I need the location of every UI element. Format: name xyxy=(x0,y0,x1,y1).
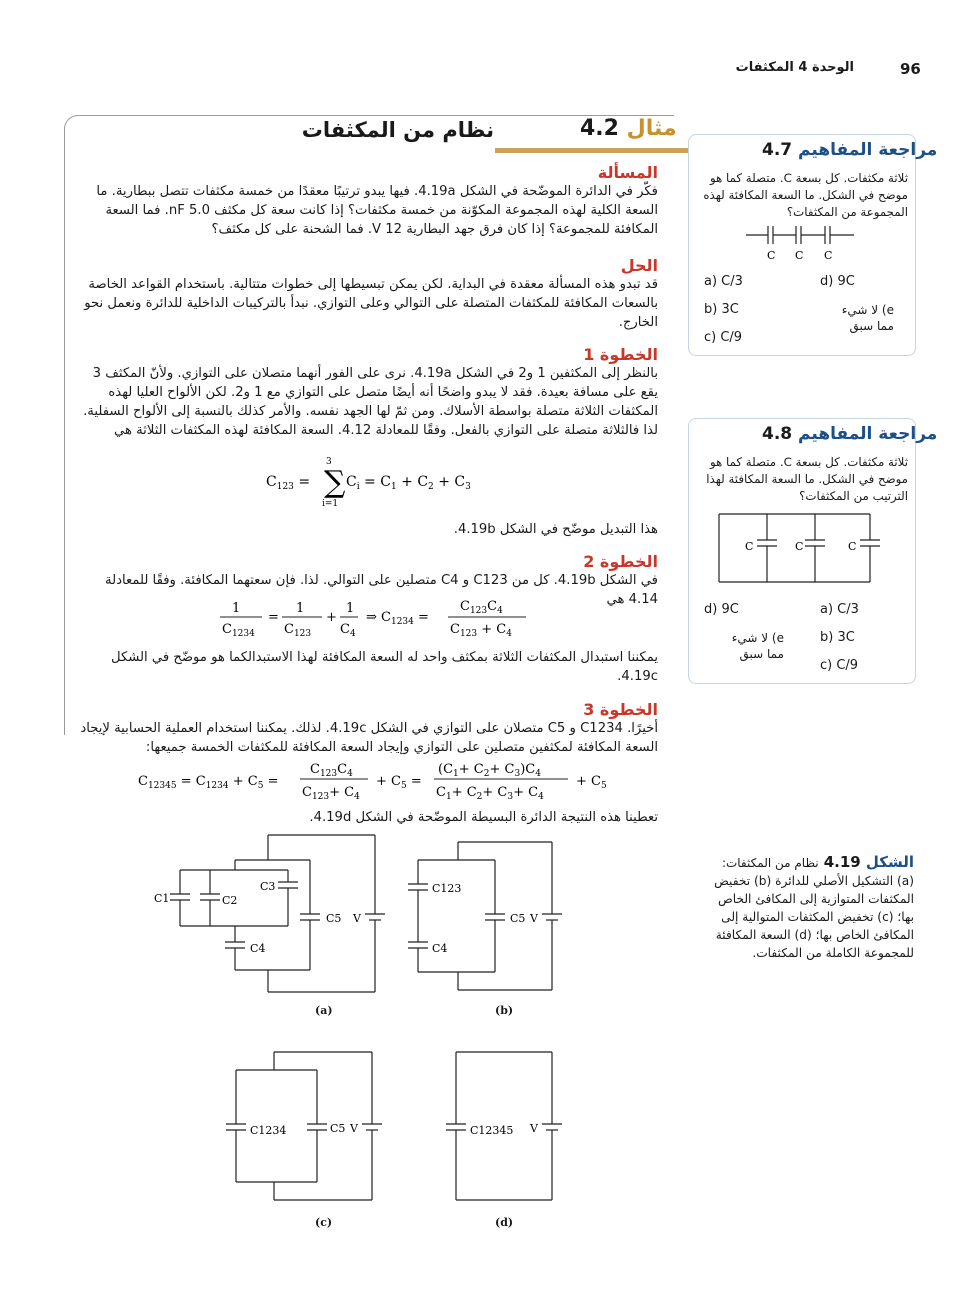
example-title: نظام من المكثفات xyxy=(301,118,494,142)
svg-text:C12345 = C1234 + C5 =: $C_{12345} = C_{1234} + C_5$ = xyxy=(138,774,279,791)
cap-label: C xyxy=(795,540,804,553)
review-4-7-heading: 4.7 مراجعة المفاهيم xyxy=(762,140,938,160)
problem-text: فكّر في الدائرة الموضّحة في الشكل 4.19a. فيها يبدو ترتيبًا معقدًا من خمسة مكثفات تتصل ببطارية. ما السعة الكلية لهذه المجموعة المكوّنة من خمسة مكثفات؟ إذا كانت سعة كل مكثف 5.0 nF. فما السعة المكافئة للمجموعة؟ إذا كان فرق جهد البطارية 12 V. فما الشحنة على كل مكثف؟ xyxy=(96,184,658,237)
svg-text:1: 1 xyxy=(346,601,355,616)
equation-c123 xyxy=(266,456,496,506)
example-number: 4.2 xyxy=(580,116,619,141)
review-4-8-option-d[interactable]: d) 9C xyxy=(704,602,739,617)
page-number: 96 xyxy=(900,60,921,78)
svg-text:+ C5: + $C_5$ xyxy=(576,774,607,791)
svg-text:i=1: i=1 xyxy=(322,499,339,508)
svg-text:C123: $C_{123}$ xyxy=(284,622,312,639)
review-4-7-option-d[interactable]: d) 9C xyxy=(820,274,855,289)
step3-text: أخيرًا. C1234 و C5 متصلان على التوازي في الشكل 4.19c. لذلك. يمكننا استخدام العملية الحسابية لإيجاد السعة المكافئة لمكثفين متصلين على التوازي وإيجاد السعة المكافئة للمكثفات الخمسة جميعها: xyxy=(80,721,658,755)
review-4-8-option-c[interactable]: c) C/9 xyxy=(820,658,859,673)
review-4-7-circuit xyxy=(740,222,860,262)
review-4-8-option-b[interactable]: b) 3C xyxy=(820,630,855,645)
step1-after: هذا التبديل موضّح في الشكل 4.19b. xyxy=(453,522,658,537)
review-4-8-circuit xyxy=(715,510,895,590)
example-word: مثال xyxy=(626,116,677,141)
label-c3: C3 xyxy=(260,880,276,893)
review-4-7-option-c[interactable]: c) C/9 xyxy=(704,330,743,345)
panel-label-d: (d) xyxy=(495,1216,514,1229)
step3-heading: الخطوة 3 xyxy=(583,700,658,719)
label-v: V xyxy=(350,1122,358,1135)
example-title-bar xyxy=(495,148,690,153)
svg-text:=: = xyxy=(268,610,279,625)
label-v: V xyxy=(530,1122,538,1135)
svg-text:C123C4: $C_{123}C_4$ xyxy=(310,762,353,779)
circuit-c xyxy=(222,1048,392,1208)
svg-text:(C1+ C2+ C3)C4: $(C_1+ C_2+ C_3)C_4$ xyxy=(438,762,541,779)
review-4-7-text: ثلاثة مكثفات. كل بسعة C. متصلة كما هو موضح في الشكل. ما السعة المكافئة لهذه المجموعة من المكثفات؟ xyxy=(703,171,908,219)
label-c5: C5 xyxy=(326,912,342,925)
cap-label: C xyxy=(824,249,833,262)
svg-text:⇒ C1234 =: ⇒ $C_{1234}$ = xyxy=(366,610,429,627)
label-c1234: C1234 xyxy=(250,1124,287,1137)
svg-text:C123C4: $C_{123}C_4$ xyxy=(460,599,503,616)
svg-text:C123 + C4: $C_{123} + C_4$ xyxy=(450,622,512,639)
svg-text:C1+ C2+ C3+ C4: $C_1+ C_2+ C_3+ C_4$ xyxy=(436,785,544,802)
label-c4: C4 xyxy=(432,942,448,955)
svg-text:1: 1 xyxy=(296,601,305,616)
step2-text: في الشكل 4.19b. كل من C123 و C4 متصلين على التوالي. لذا. فإن سعتهما المكافئة. وفقًا للمعادلة 4.14 هي xyxy=(105,573,658,607)
cap-label: C xyxy=(795,249,804,262)
step3-after: تعطينا هذه النتيجة الدائرة البسيطة الموضّحة في الشكل 4.19d. xyxy=(309,810,658,825)
svg-text:Ci = C1 + C2 + C3: $C_i = C_1 + C_2 + C_3$ xyxy=(346,474,471,492)
problem-heading: المسألة xyxy=(597,163,658,182)
svg-text:C4: $C_4$ xyxy=(340,622,356,639)
svg-text:1: 1 xyxy=(232,601,241,616)
review-4-8-heading: 4.8 مراجعة المفاهيم xyxy=(762,424,938,444)
review-4-7-option-e[interactable]: e) لا شيء مما سبق xyxy=(841,303,894,333)
label-c4: C4 xyxy=(250,942,266,955)
label-v: V xyxy=(530,912,538,925)
unit-title: الوحدة 4 المكثفات xyxy=(735,60,854,75)
equation-c1234 xyxy=(220,598,540,644)
svg-text:+ C5 =: + $C_5$ = xyxy=(376,774,422,791)
equation-c12345 xyxy=(138,758,618,806)
cap-label: C xyxy=(848,540,857,553)
step1-heading: الخطوة 1 xyxy=(583,345,658,364)
step1-text: بالنظر إلى المكثفين 1 و2 في الشكل 4.19a. نرى على الفور أنهما متصلان على التوازي. ولأنّ المكثف 3 يقع على مسافة بعيدة. فقد لا يبدو واضحًا أنه أيضًا متصل على التوازي مع 1 و2. لكن الألواح العليا لهذه المكثفات الثلاثة متصلة بواسطة الأسلاك. ومن ثمّ لها الجهد نفسه. والأمر كذلك بالنسبة إلى الألواح السفلية. لذا فالثلاثة متصلة على التوازي بالفعل. وفقًا للمعادلة 4.12. السعة المكافئة لهذه المكثفات الثلاثة هي xyxy=(83,366,658,438)
review-4-8-option-a[interactable]: a) C/3 xyxy=(820,602,859,617)
svg-text:∑: ∑ xyxy=(324,465,346,500)
panel-label-b: (b) xyxy=(495,1004,514,1017)
circuit-b xyxy=(400,838,570,998)
label-c5: C5 xyxy=(330,1122,346,1135)
label-c1: C1 xyxy=(154,892,170,905)
review-4-8-text: ثلاثة مكثفات. كل بسعة C. متصلة كما هو موضح في الشكل. ما السعة المكافئة لهذا الترتيب من المكثفات؟ xyxy=(706,455,908,503)
review-4-7-option-a[interactable]: a) C/3 xyxy=(704,274,743,289)
review-4-8-option-e[interactable]: e) لا شيء مما سبق xyxy=(731,631,784,661)
label-v: V xyxy=(353,912,361,925)
panel-label-a: (a) xyxy=(315,1004,333,1017)
label-c12345: C12345 xyxy=(470,1124,514,1137)
circuit-d xyxy=(440,1048,570,1208)
step2-heading: الخطوة 2 xyxy=(583,552,658,571)
solution-text: قد تبدو هذه المسألة معقدة في البداية. لكن يمكن تبسيطها إلى خطوات متتالية. باستخدام القواعد الخاصة بالسعات المكافئة للمكثفات المتصلة على التوالي وعلى التوازي. نبدأ بالتركيبات الداخلية للدائرة ونعمل نحو الخارج. xyxy=(84,277,658,330)
panel-label-c: (c) xyxy=(315,1216,333,1229)
label-c2: C2 xyxy=(222,894,238,907)
solution-heading: الحل xyxy=(620,256,658,275)
figure-caption: (a) التشكيل الأصلي للدائرة (b) تخفيض المكثفات المتوازية إلى المكافئ الخاص بها؛ (c) تخفيض المكثفات المتوالية إلى المكافئ الخاص بها؛ (d) السعة المكافئة للمجموعة الكاملة من المكثفات. xyxy=(714,874,914,960)
label-c5: C5 xyxy=(510,912,526,925)
label-c123: C123 xyxy=(432,882,462,895)
cap-label: C xyxy=(767,249,776,262)
svg-text:C123+ C4: $C_{123}+ C_4$ xyxy=(302,785,360,802)
circuit-a xyxy=(150,830,390,1000)
svg-text:C1234: $C_{1234}$ xyxy=(222,622,255,639)
cap-label: C xyxy=(745,540,754,553)
step2-after: يمكننا استبدال المكثفات الثلاثة بمكثف واحد له السعة المكافئة لهذا الاستبدالكما هو موضّح في الشكل 4.19c. xyxy=(110,650,658,684)
svg-text:C123 =: $C_{123}$ = xyxy=(266,474,311,492)
review-4-7-option-b[interactable]: b) 3C xyxy=(704,302,739,317)
svg-text:3: 3 xyxy=(326,457,332,467)
svg-text:+: + xyxy=(326,610,337,625)
example-label xyxy=(580,116,677,141)
figure-caption-heading: الشكل 4.19 نظام من المكثفات: xyxy=(721,853,914,871)
